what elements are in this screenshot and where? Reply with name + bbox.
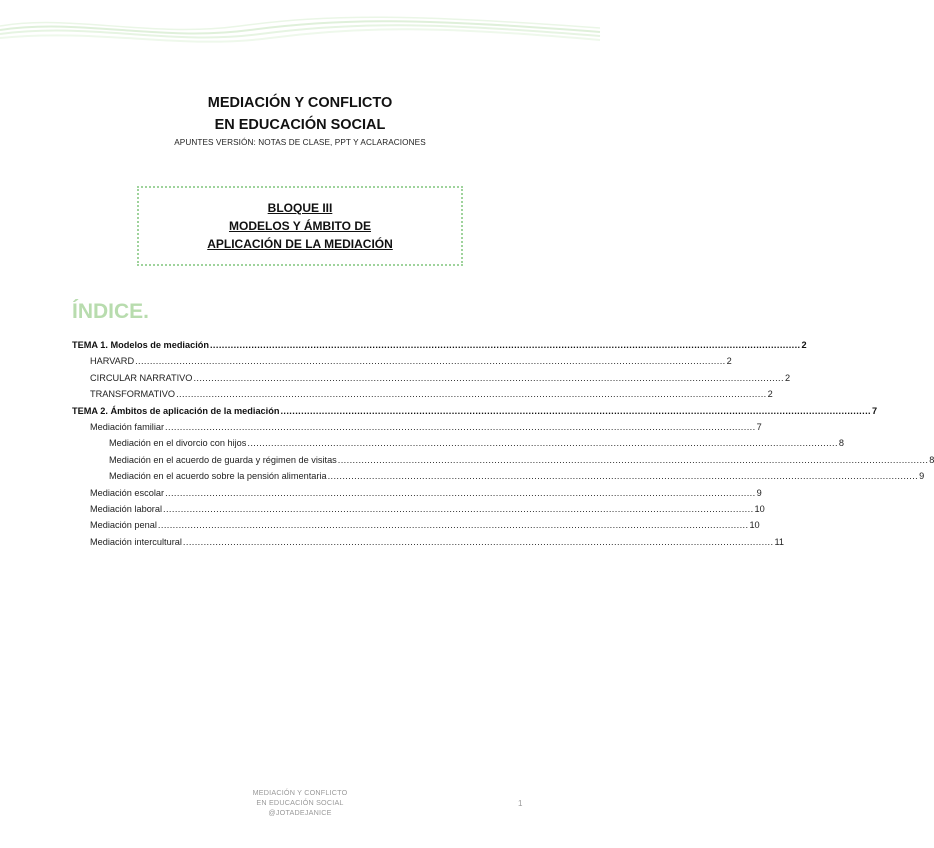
bloque-title-line-3: APLICACIÓN DE LA MEDIACIÓN: [207, 237, 393, 251]
toc-entry-page: 2: [767, 389, 773, 400]
toc-entry-label: Mediación familiar: [90, 421, 165, 432]
toc-leader-dots: ........................................................................................................................................................................................................: [247, 438, 838, 449]
toc-leader-dots: ........................................................................................................................................................................................................: [193, 372, 784, 383]
toc-leader-dots: ........................................................................................................................................................................................................: [209, 340, 801, 350]
toc-leader-dots: ........................................................................................................................................................................................................: [176, 389, 767, 400]
toc-leader-dots: ........................................................................................................................................................................................................: [165, 487, 756, 498]
bloque-title-line-2: MODELOS Y ÁMBITO DE: [228, 219, 372, 233]
toc-leader-dots: ........................................................................................................................................................................................................: [280, 405, 871, 416]
table-of-contents: [72, 340, 934, 553]
document-title-line-2: EN EDUCACIÓN SOCIAL: [214, 117, 386, 133]
decorative-wave-header: [0, 0, 600, 60]
toc-entry-label: CIRCULAR NARRATIVO: [90, 372, 193, 383]
toc-entry-label: TEMA 1. Modelos de mediación: [72, 340, 209, 350]
toc-entry-page: 10: [749, 520, 760, 531]
toc-leader-dots: ........................................................................................................................................................................................................: [165, 421, 756, 432]
toc-entry-label: Mediación en el divorcio con hijos: [109, 438, 247, 449]
toc-entry-label: TEMA 2. Ámbitos de aplicación de la mediación: [72, 405, 280, 416]
document-title-line-1: MEDIACIÓN Y CONFLICTO: [207, 95, 393, 111]
toc-leader-dots: ........................................................................................................................................................................................................: [135, 356, 726, 367]
toc-entry[interactable]: [72, 520, 760, 536]
toc-entry-page: 2: [801, 340, 807, 350]
toc-leader-dots: ........................................................................................................................................................................................................: [337, 454, 929, 465]
toc-entry[interactable]: [72, 536, 784, 553]
toc-entry[interactable]: [72, 405, 878, 422]
toc-entry-page: 7: [756, 421, 762, 432]
toc-entry[interactable]: [72, 471, 925, 487]
toc-entry[interactable]: [72, 487, 762, 504]
toc-entry-label: Mediación escolar: [90, 487, 165, 498]
toc-entry-label: TRANSFORMATIVO: [90, 389, 176, 400]
toc-entry-page: 2: [726, 356, 732, 367]
footer-line-1: MEDIACIÓN Y CONFLICTO: [252, 788, 348, 797]
toc-entry[interactable]: [72, 454, 934, 471]
toc-leader-dots: ........................................................................................................................................................................................................: [182, 536, 774, 547]
toc-leader-dots: ........................................................................................................................................................................................................: [163, 503, 754, 514]
toc-entry-label: Mediación laboral: [90, 503, 163, 514]
document-subtitle: APUNTES VERSIÓN: NOTAS DE CLASE, PPT Y ACLARACIONES: [174, 138, 426, 147]
toc-entry-label: Mediación en el acuerdo de guarda y régimen de visitas: [109, 454, 337, 465]
index-heading: ÍNDICE.: [72, 300, 150, 323]
toc-entry[interactable]: [72, 340, 807, 356]
toc-entry-label: Mediación en el acuerdo sobre la pensión alimentaria: [109, 471, 327, 482]
toc-entry-page: 11: [774, 536, 784, 547]
toc-entry-page: 10: [754, 503, 765, 514]
toc-entry-page: 9: [756, 487, 762, 498]
toc-entry[interactable]: [72, 421, 762, 438]
toc-entry[interactable]: [72, 438, 845, 454]
bloque-title-line-1: BLOQUE III: [267, 201, 333, 215]
toc-entry-label: HARVARD: [90, 356, 135, 367]
toc-leader-dots: ........................................................................................................................................................................................................: [157, 520, 749, 531]
toc-entry-label: Mediación penal: [90, 520, 157, 531]
footer-line-3: @JOTADEJANICE: [268, 808, 332, 817]
toc-leader-dots: ........................................................................................................................................................................................................: [327, 471, 919, 482]
footer-line-2: EN EDUCACIÓN SOCIAL: [256, 798, 344, 807]
toc-entry-page: 7: [871, 405, 878, 416]
toc-entry-page: 8: [838, 438, 845, 449]
page-number: 1: [518, 799, 523, 808]
toc-entry-page: 2: [784, 372, 791, 383]
toc-entry[interactable]: [72, 372, 791, 389]
toc-entry-page: 8: [929, 454, 934, 465]
toc-entry-page: 9: [919, 471, 925, 482]
toc-entry[interactable]: [72, 503, 765, 520]
toc-entry[interactable]: [72, 356, 732, 372]
toc-entry-label: Mediación intercultural: [90, 536, 182, 547]
toc-entry[interactable]: [72, 389, 773, 405]
